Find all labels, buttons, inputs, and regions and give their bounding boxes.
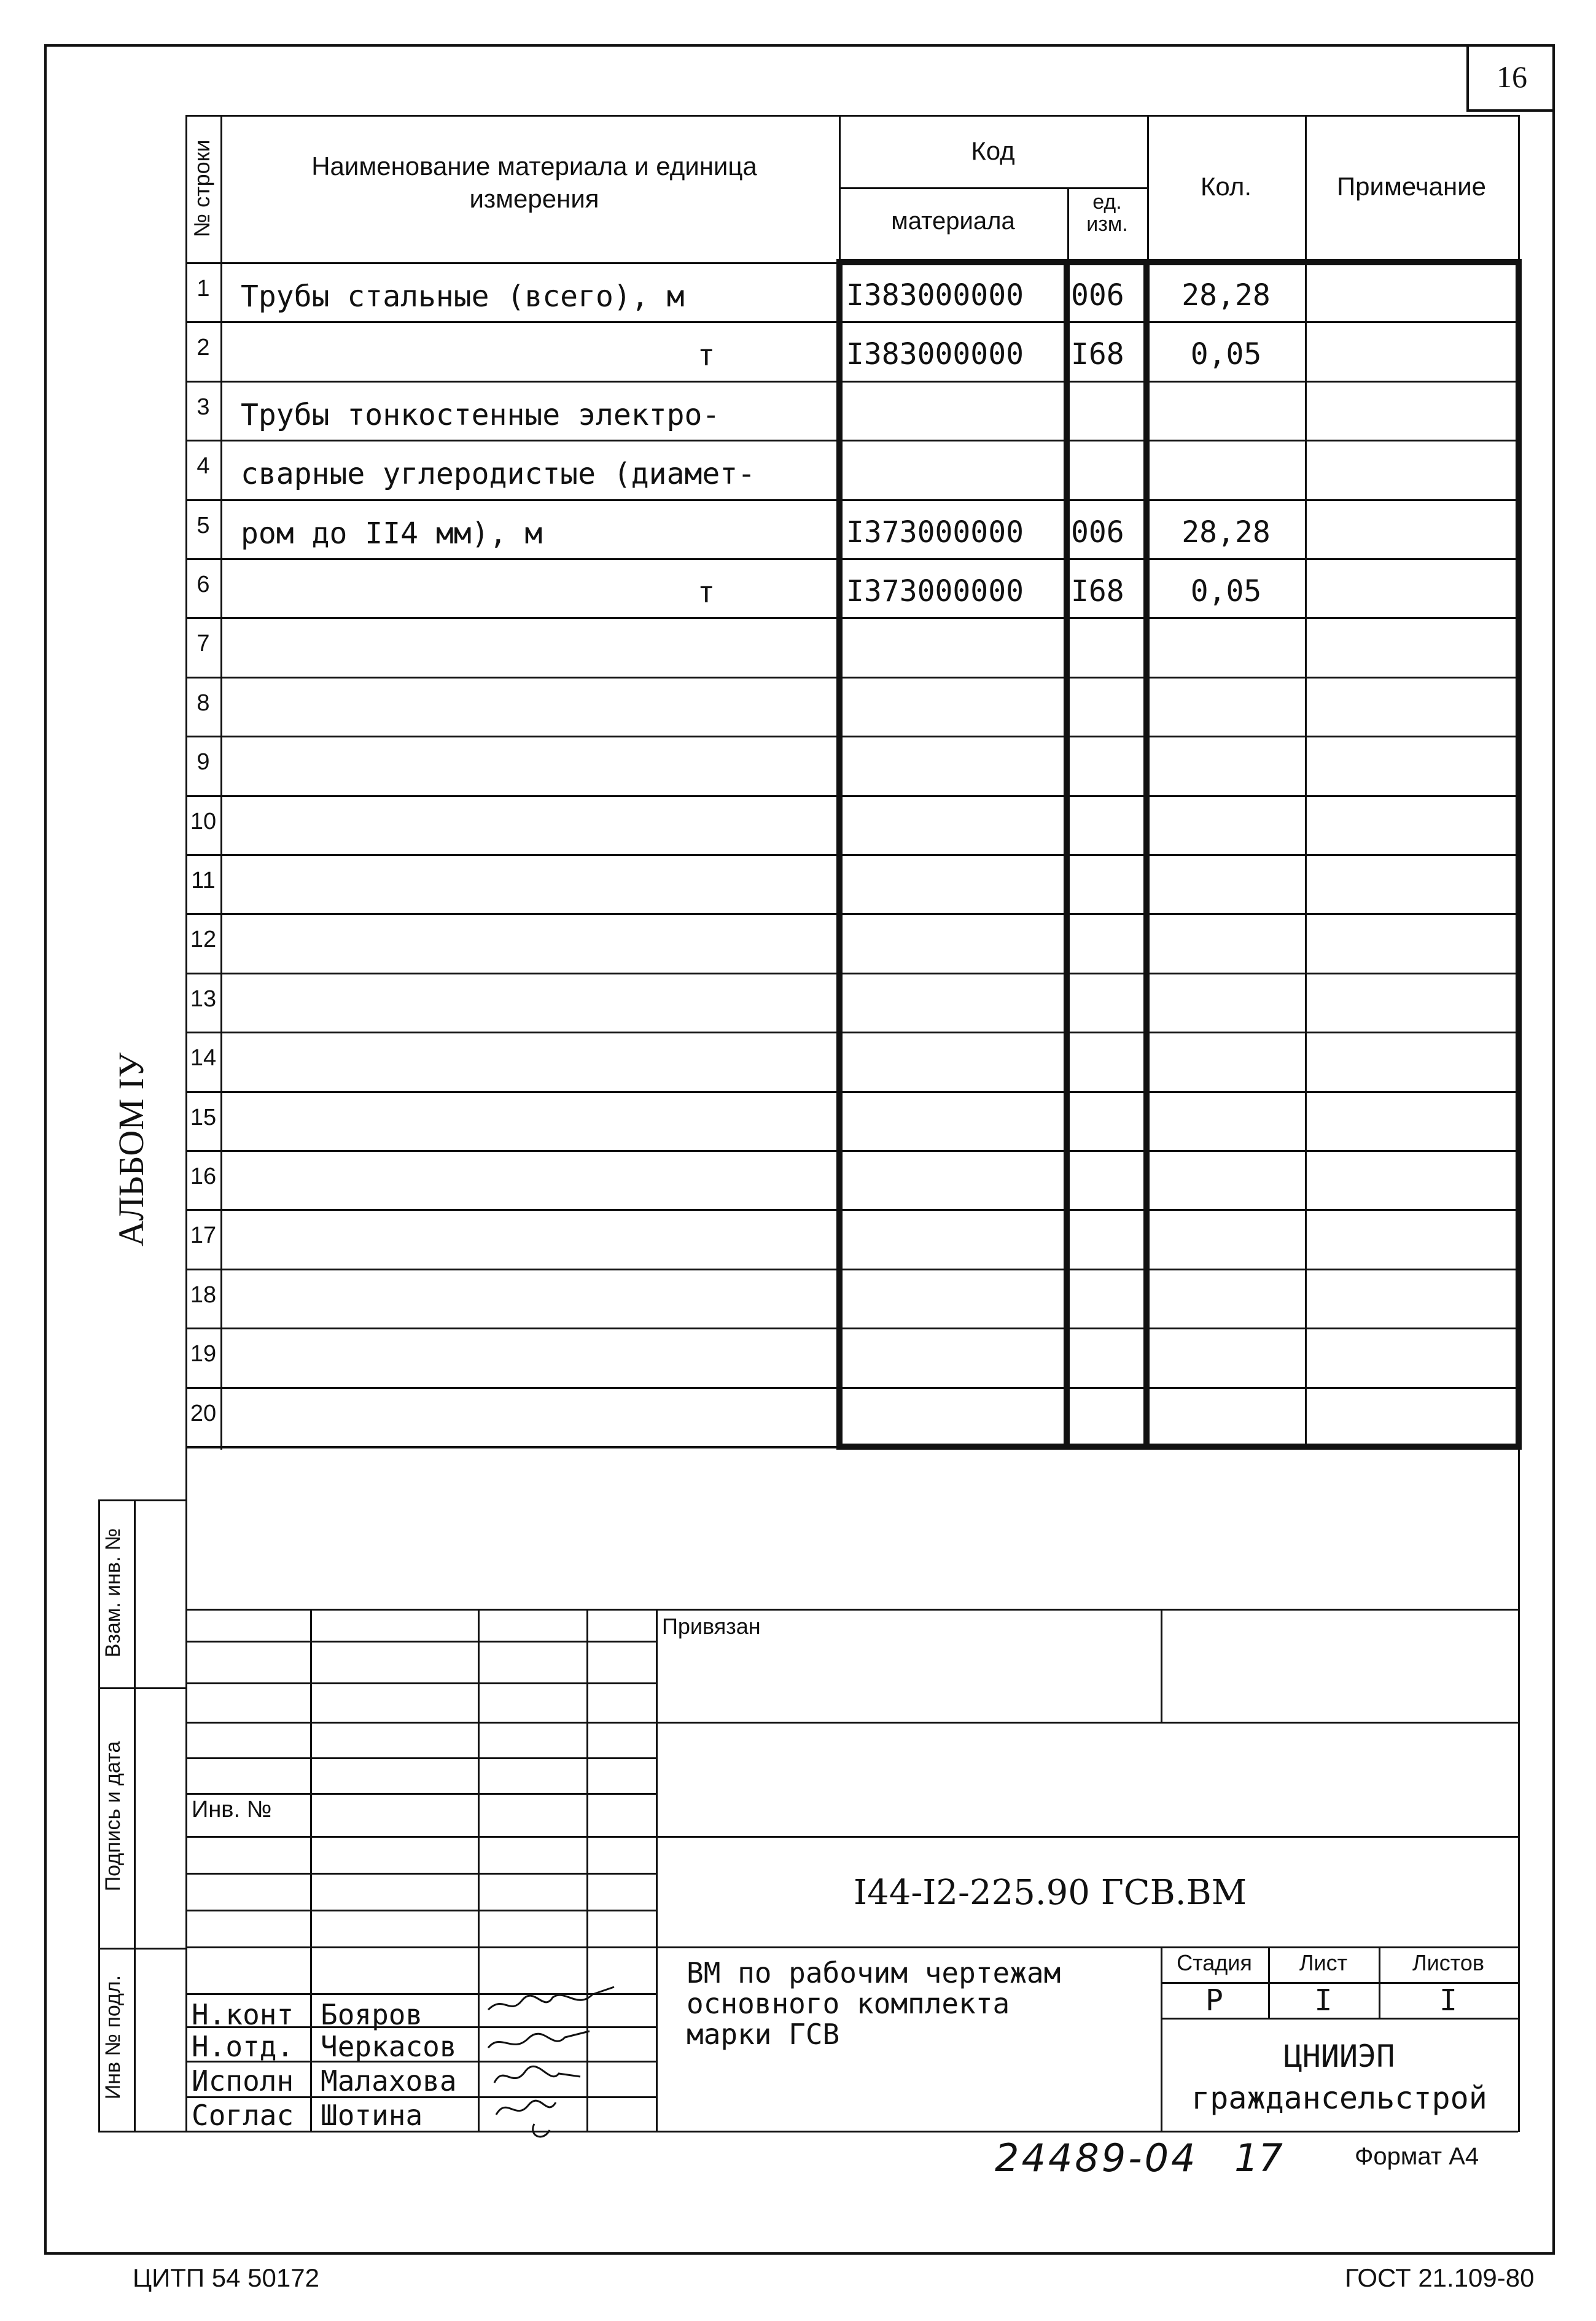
row-divider	[185, 854, 1518, 856]
row-divider	[185, 1328, 1518, 1329]
quantity: 28,28	[1181, 278, 1271, 313]
material-name: Трубы стальные (всего), м	[241, 279, 685, 314]
row-number: 11	[191, 868, 216, 893]
person-role-4: Соглас	[192, 2099, 294, 2132]
person-role-2: Н.отд.	[192, 2030, 294, 2063]
row-divider	[185, 1387, 1518, 1389]
footer-right: ГОСТ 21.109-80	[1345, 2263, 1535, 2292]
row-divider	[185, 321, 1518, 323]
person-name-2: Черкасов	[321, 2030, 457, 2063]
person-name-4: Шотина	[321, 2099, 423, 2132]
doc-title-line-3: марки ГСВ	[687, 2018, 840, 2051]
material-name: ром до II4 мм), м	[241, 516, 543, 551]
sheet-number: 16	[1497, 60, 1527, 94]
signature-3	[491, 2058, 583, 2095]
row-divider	[185, 617, 1518, 619]
unit-code: 006	[1071, 278, 1124, 313]
signature-2	[485, 2026, 596, 2063]
row-divider	[185, 1446, 1518, 1448]
unit-code: 006	[1071, 515, 1124, 550]
inv-no-label: Инв. №	[192, 1797, 272, 1822]
row-number: 18	[190, 1282, 217, 1308]
row-number: 2	[197, 335, 210, 360]
header-code-unit: ед. изм.	[1086, 190, 1128, 236]
row-divider	[185, 1032, 1518, 1033]
format-label: Формат А4	[1355, 2143, 1479, 2170]
material-code: I373000000	[846, 574, 1024, 608]
row-divider	[185, 1209, 1518, 1211]
header-note: Примечание	[1336, 172, 1487, 201]
person-name-3: Малахова	[321, 2064, 457, 2097]
org-name-line-2: граждансельстрой	[1191, 2080, 1487, 2116]
unit-code: I68	[1071, 337, 1124, 371]
sheets-label: Листов	[1412, 1950, 1484, 1975]
doc-title-line-1: ВМ по рабочим чертежам	[687, 1956, 1061, 1989]
row-divider	[185, 440, 1518, 441]
row-divider	[185, 1269, 1518, 1270]
row-divider	[185, 1150, 1518, 1152]
material-name: Трубы тонкостенные электро-	[241, 398, 720, 432]
doc-title-line-2: основного комплекта	[687, 1987, 1010, 2020]
material-code: I383000000	[846, 337, 1024, 371]
header-row-no: № строки	[189, 139, 214, 238]
quantity: 0,05	[1190, 574, 1262, 608]
person-role-1: Н.конт	[192, 1998, 294, 2031]
album-label: АЛЬБОМ IУ	[111, 1052, 151, 1246]
doc-code: I44-I2-225.90 ГСВ.ВМ	[854, 1873, 1247, 1913]
label-inv-podl: Инв № подл.	[101, 1975, 125, 2100]
row-number: 7	[197, 631, 210, 656]
row-number: 10	[190, 809, 217, 834]
row-number: 14	[190, 1045, 217, 1071]
row-number: 5	[197, 513, 210, 538]
sheet-number-box	[1466, 44, 1555, 112]
header-code: Код	[971, 136, 1015, 165]
row-number: 1	[197, 276, 210, 301]
row-number: 13	[190, 986, 217, 1012]
row-number: 19	[190, 1341, 217, 1367]
handwritten-number: 24489-04	[995, 2136, 1198, 2180]
row-number: 17	[190, 1223, 217, 1248]
label-vzam-inv: Взам. инв. №	[101, 1528, 125, 1658]
row-divider	[185, 795, 1518, 797]
row-number: 3	[197, 394, 210, 420]
material-code: I373000000	[846, 515, 1024, 550]
sheet-value: I	[1314, 1983, 1333, 2018]
signature-1	[485, 1982, 620, 2025]
material-name: т	[697, 575, 715, 610]
row-divider	[185, 499, 1518, 501]
material-code: I383000000	[846, 278, 1024, 313]
row-number: 16	[190, 1164, 217, 1189]
header-code-material: материала	[891, 208, 1015, 235]
header-qty: Кол.	[1200, 172, 1252, 201]
row-number: 15	[190, 1105, 217, 1130]
material-name: сварные углеродистые (диамет-	[241, 457, 756, 491]
stage-label: Стадия	[1177, 1950, 1252, 1975]
unit-code: I68	[1071, 574, 1124, 608]
sheet-label: Лист	[1299, 1950, 1348, 1975]
row-number: 8	[197, 690, 210, 716]
row-number: 4	[197, 453, 210, 479]
quantity: 28,28	[1181, 515, 1271, 550]
row-divider	[185, 736, 1518, 737]
person-role-3: Исполн	[192, 2064, 294, 2097]
drawing-frame	[44, 44, 1555, 2255]
row-divider	[185, 381, 1518, 383]
org-name-line-1: ЦНИИЭП	[1283, 2039, 1395, 2074]
footer-left: ЦИТП 54 50172	[133, 2263, 319, 2292]
row-divider	[185, 1091, 1518, 1093]
material-name: т	[697, 338, 715, 373]
handwritten-page: 17	[1234, 2136, 1283, 2180]
row-number: 20	[190, 1401, 217, 1426]
row-number: 9	[197, 749, 210, 775]
quantity: 0,05	[1190, 337, 1262, 371]
privyazan-label: Привязан	[662, 1614, 761, 1639]
person-name-1: Бояров	[321, 1998, 423, 2031]
row-number: 6	[197, 572, 210, 597]
row-divider	[185, 973, 1518, 974]
row-divider	[185, 677, 1518, 678]
row-number: 12	[190, 927, 217, 952]
label-podpis-data: Подпись и дата	[101, 1741, 125, 1892]
stage-value: Р	[1205, 1983, 1223, 2018]
row-divider	[185, 558, 1518, 560]
signature-4	[491, 2090, 577, 2145]
row-divider	[185, 913, 1518, 915]
sheets-value: I	[1439, 1983, 1457, 2018]
header-name: Наименование материала и единица измерения	[311, 152, 757, 213]
